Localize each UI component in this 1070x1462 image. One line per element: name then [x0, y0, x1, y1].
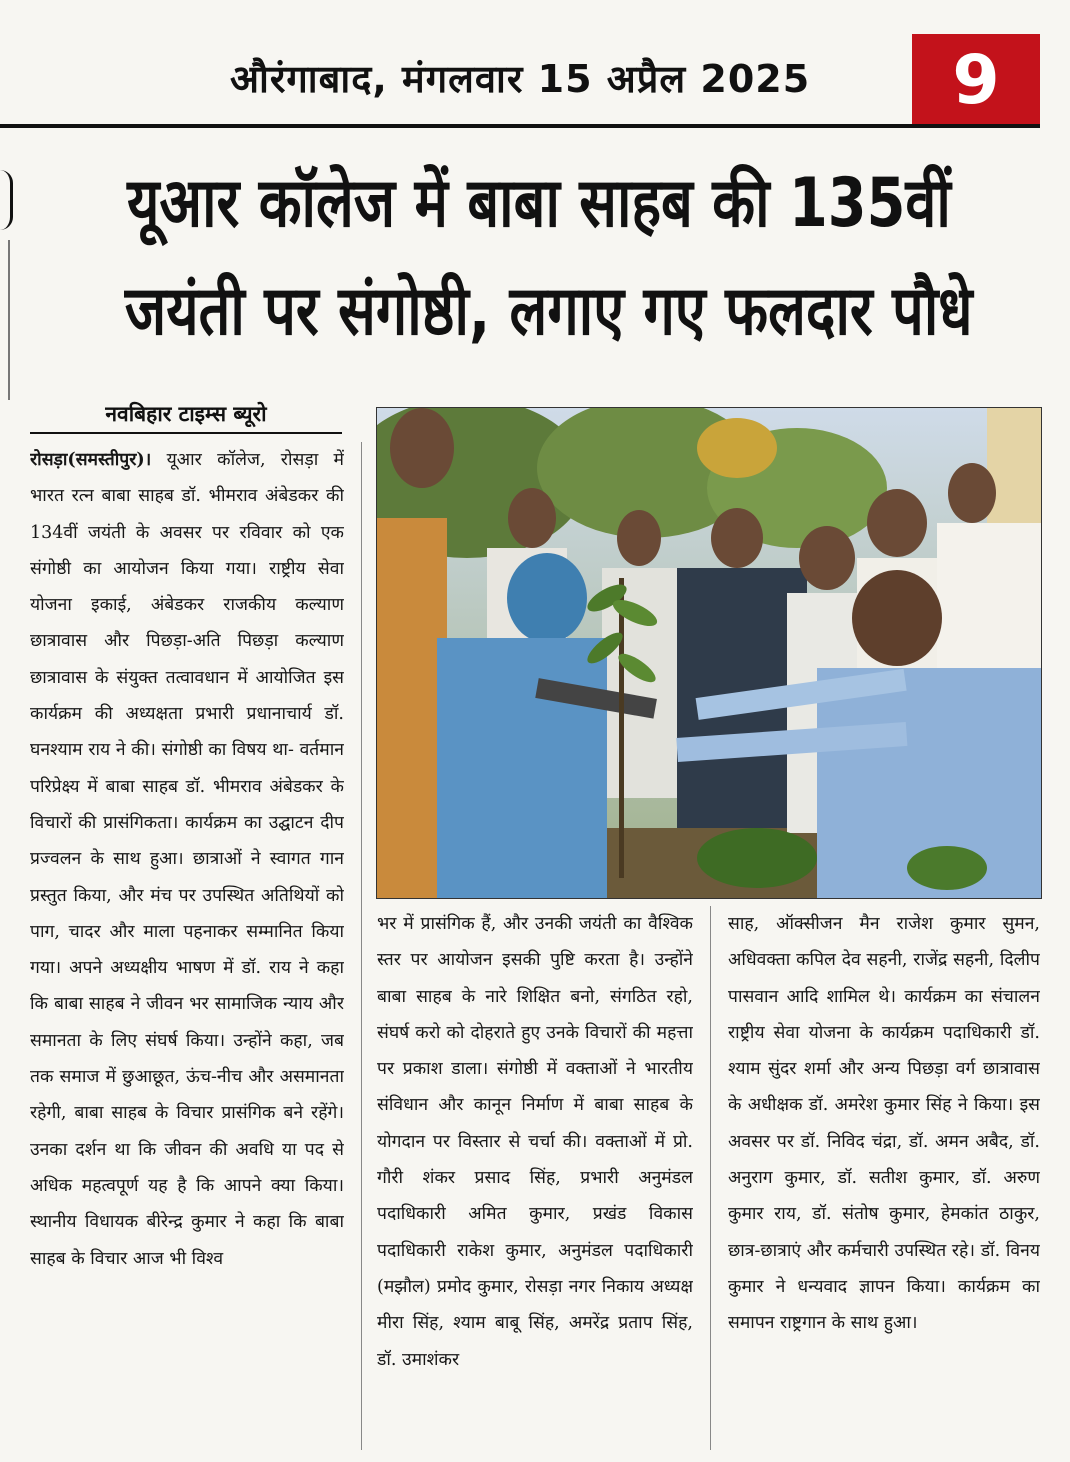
left-edge-line: [8, 240, 10, 400]
column-divider: [361, 442, 362, 1450]
photo-illustration: [377, 408, 1041, 898]
article-column-2: [377, 906, 693, 1450]
article-column-1: [30, 442, 344, 1450]
column-divider: [710, 906, 711, 1450]
column-3-text: साह, ऑक्सीजन मैन राजेश कुमार सुमन, अधिवक्ता कपिल देव सहनी, राजेंद्र सहनी, दिलीप पासवान आदि शामिल थे। कार्यक्रम का संचालन राष्ट्रीय सेवा योजना के कार्यक्रम पदाधिकारी डॉ. श्याम सुंदर शर्मा और अन्य पिछड़ा वर्ग छात्रावास के अधीक्षक डॉ. अमरेश कुमार सिंह ने किया। इस अवसर पर डॉ. निविद चंद्रा, डॉ. अमन अबैद, डॉ. अनुराग कुमार, डॉ. सतीश कुमार, डॉ. अरुण कुमार राय, डॉ. संतोष कुमार, हेमकांत ठाकुर, छात्र-छात्राएं और कर्मचारी उपस्थित रहे। डॉ. विनय कुमार ने धन्यवाद ज्ञापन किया। कार्यक्रम का समापन राष्ट्रगान के साथ हुआ।: [728, 914, 1040, 1334]
masthead-date-line: औरंगाबाद, मंगलवार 15 अप्रैल 2025: [230, 57, 811, 101]
byline: नवबिहार टाइम्स ब्यूरो: [30, 400, 342, 434]
page-number-badge: 9: [912, 34, 1040, 126]
headline-line-1: यूआर कॉलेज में बाबा साहब की 135वीं: [127, 164, 951, 243]
column-2-text: भर में प्रासंगिक हैं, और उनकी जयंती का वैश्विक स्तर पर आयोजन इसकी पुष्टि करता है। उन्होंने बाबा साहब के नारे शिक्षित बनो, संगठित रहो, संघर्ष करो को दोहराते हुए उनके विचारों की महत्ता पर प्रकाश डाला। संगोष्ठी में वक्ताओं ने भारतीय संविधान और कानून निर्माण में बाबा साहब के योगदान पर विस्तार से चर्चा की। वक्ताओं में प्रो. गौरी शंकर प्रसाद सिंह, प्रभारी अनुमंडल पदाधिकारी अमित कुमार, प्रखंड विकास पदाधिकारी राकेश कुमार, अनुमंडल पदाधिकारी (मझौल) प्रमोद कुमार, रोसड़ा नगर निकाय अध्यक्ष मीरा सिंह, श्याम बाबू सिंह, अमरेंद्र प्रताप सिंह, डॉ. उमाशंकर: [377, 914, 693, 1370]
headline-line-2: जयंती पर संगोष्ठी, लगाए गए फलदार पौधे: [124, 272, 973, 351]
article-headline: [124, 150, 973, 366]
dateline: रोसड़ा(समस्तीपुर)।: [30, 450, 152, 470]
left-edge-mark: [0, 170, 13, 230]
column-1-text: यूआर कॉलेज, रोसड़ा में भारत रत्न बाबा साहब डॉ. भीमराव अंबेडकर की 134वीं जयंती के अवसर पर रविवार को एक संगोष्ठी का आयोजन किया गया। राष्ट्रीय सेवा योजना इकाई, अंबेडकर राजकीय कल्याण छात्रावास और पिछड़ा-अति पिछड़ा कल्याण छात्रावास के संयुक्त तत्वावधान में आयोजित इस कार्यक्रम की अध्यक्षता प्रभारी प्रधानाचार्य डॉ. घनश्याम राय ने की। संगोष्ठी का विषय था- वर्तमान परिप्रेक्ष्य में बाबा साहब डॉ. भीमराव अंबेडकर के विचारों की प्रासंगिकता। कार्यक्रम का उद्घाटन दीप प्रज्वलन के साथ हुआ। छात्राओं ने स्वागत गान प्रस्तुत किया, और मंच पर उपस्थित अतिथियों को पाग, चादर और माला पहनाकर सम्मानित किया गया। अपने अध्यक्षीय भाषण में डॉ. राय ने कहा कि बाबा साहब ने जीवन भर सामाजिक न्याय और समानता के लिए संघर्ष किया। उन्होंने कहा, जब तक समाज में छुआछूत, ऊंच-नीच और असमानता रहेगी, बाबा साहब के विचार प्रासंगिक बने रहेंगे। उनका दर्शन था कि जीवन की अवधि या पद से अधिक महत्वपूर्ण यह है कि आपने क्या किया। स्थानीय विधायक बीरेन्द्र कुमार ने कहा कि बाबा साहब के विचार आज भी विश्व: [30, 450, 344, 1269]
masthead-rule: [0, 124, 1040, 128]
article-column-3: [728, 906, 1040, 1450]
article-photo-tree-planting: [376, 407, 1042, 899]
